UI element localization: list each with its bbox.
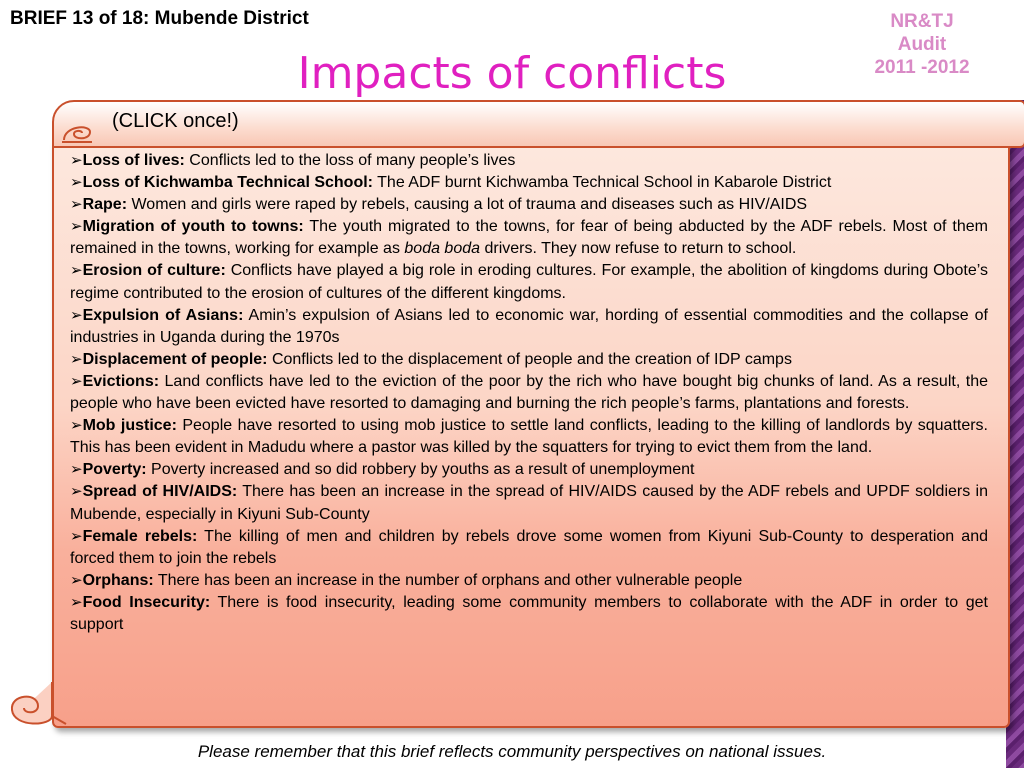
page-title: Impacts of conflicts	[297, 48, 727, 99]
scroll-curl-top-icon	[60, 118, 94, 144]
list-item: ➢Orphans: There has been an increase in the number of orphans and other vulnerable people	[70, 571, 743, 589]
arrow-bullet-icon: ➢	[70, 218, 83, 236]
click-hint[interactable]: (CLICK once!)	[112, 110, 239, 132]
list-item: ➢Loss of lives: Conflicts led to the loss of many people’s lives	[70, 152, 516, 169]
arrow-bullet-icon: ➢	[70, 483, 83, 501]
arrow-bullet-icon: ➢	[70, 174, 83, 192]
arrow-bullet-icon: ➢	[70, 571, 83, 589]
list-item: ➢Mob justice: People have resorted to using mob justice to settle land conflicts, leading to the killing of landlords by squatters. This has been evident in Madudu where a pastor was killed by the squatters for trying to evict them from the land.	[70, 417, 989, 457]
arrow-bullet-icon: ➢	[70, 306, 83, 324]
arrow-bullet-icon: ➢	[70, 350, 83, 368]
list-item: ➢Loss of Kichwamba Technical School: The ADF burnt Kichwamba Technical School in Kabarole District	[70, 174, 832, 192]
list-item: ➢Erosion of culture: Conflicts have played a big role in eroding cultures. For example, the abolition of kingdoms during Obote’s regime contributed to the erosion of cultures of the different kingdoms.	[70, 262, 989, 302]
arrow-bullet-icon: ➢	[70, 593, 83, 611]
scroll-curl-bottom-icon	[8, 680, 68, 730]
footer-note: Please remember that this brief reflects community perspectives on national issues.	[197, 742, 827, 761]
list-item: ➢Poverty: Poverty increased and so did robbery by youths as a result of unemployment	[70, 461, 695, 479]
list-item: ➢Food Insecurity: There is food insecurity, leading some community members to collaborate with the ADF in order to get support	[70, 593, 989, 633]
list-item: ➢Migration of youth to towns: The youth migrated to the towns, for fear of being abducted by the ADF rebels. Most of them remained in the towns, working for example as boda boda drivers. They now refuse to return to school.	[70, 218, 989, 258]
badge-line-2: Audit	[897, 34, 947, 55]
list-item: ➢Expulsion of Asians: Amin’s expulsion of Asians led to economic war, hording of essential commodities and the collapse of industries in Uganda during the 1970s	[70, 306, 988, 346]
arrow-bullet-icon: ➢	[70, 262, 83, 280]
list-item: ➢Rape: Women and girls were raped by rebels, causing a lot of trauma and diseases such as HIV/AIDS	[70, 196, 808, 214]
audit-badge	[852, 10, 992, 79]
badge-line-1: NR&TJ	[890, 11, 954, 32]
badge-line-3: 2011 -2012	[874, 57, 970, 78]
list-item: ➢Evictions: Land conflicts have led to the eviction of the poor by the rich who have bought big chunks of land. As a result, the people who have been evicted have resorted to damaging and burning the rich people’s farms, plantations and forests.	[70, 372, 988, 413]
arrow-bullet-icon: ➢	[70, 417, 83, 435]
list-item: ➢Spread of HIV/AIDS: There has been an increase in the spread of HIV/AIDS caused by the ADF rebels and UPDF soldiers in Mubende, especially in Kiyuni Sub-County	[70, 483, 988, 523]
list-item: ➢Displacement of people: Conflicts led to the displacement of people and the creation of IDP camps	[70, 350, 792, 368]
arrow-bullet-icon: ➢	[70, 372, 83, 390]
arrow-bullet-icon: ➢	[70, 152, 83, 169]
list-item: ➢Female rebels: The killing of men and children by rebels drove some women from Kiyuni Sub-County to desperation and forced them to join the rebels	[70, 527, 988, 567]
brief-label: BRIEF 13 of 18: Mubende District	[10, 8, 309, 29]
arrow-bullet-icon: ➢	[70, 461, 83, 479]
arrow-bullet-icon: ➢	[70, 527, 83, 545]
impacts-list	[70, 150, 988, 636]
arrow-bullet-icon: ➢	[70, 196, 83, 214]
